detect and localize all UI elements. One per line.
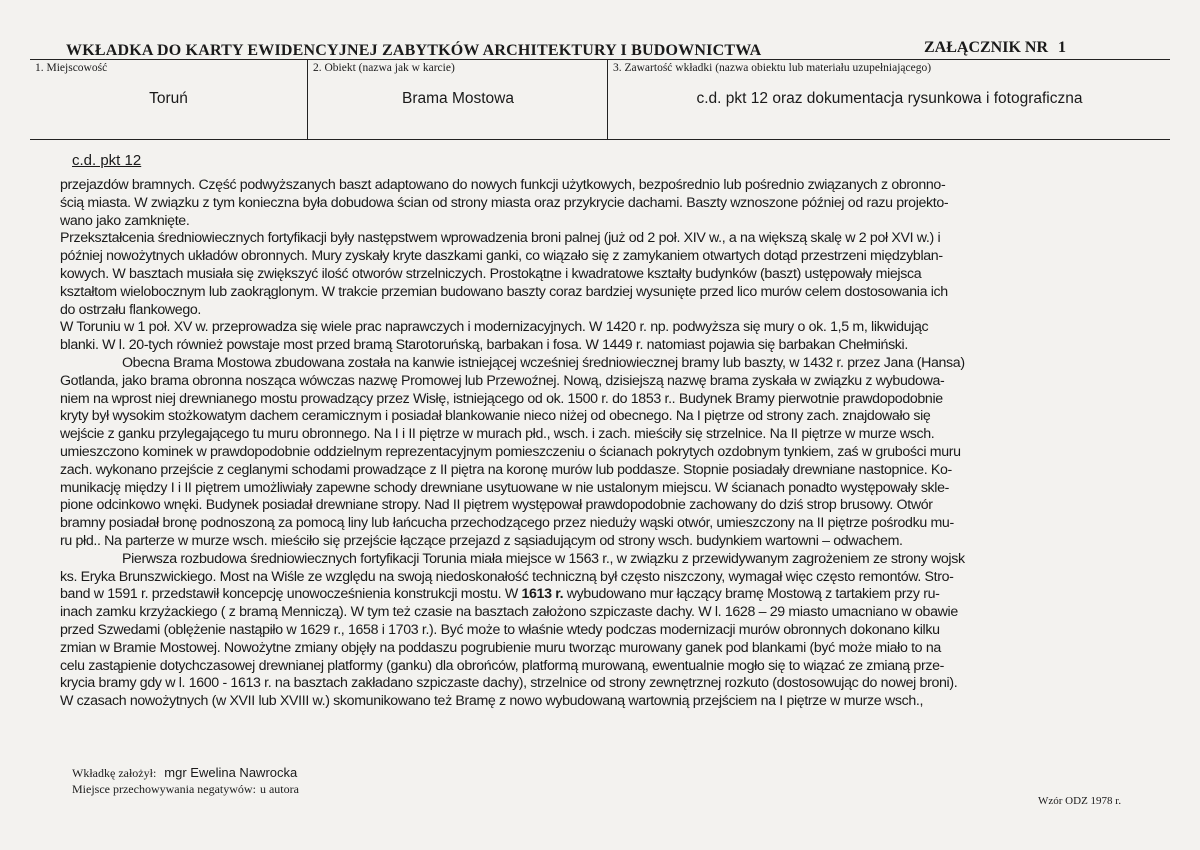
body-line: ru płd.. Na parterze w murze wsch. mieściło się przejście łączące przejazd z sąsiadującym od strony wsch. budynkiem wartowni – odwachem.	[60, 532, 903, 549]
body-line-with-bold	[60, 586, 1135, 604]
body-line: przed Szwedami (oblężenie nastąpiło w 1629 r., 1658 i 1703 r.). Być może to właśnie wtedy podczas modernizacji murów obronnych dokonano kilku	[60, 621, 940, 638]
contents-value: c.d. pkt 12 oraz dokumentacja rysunkowa i fotograficzna	[696, 90, 1083, 107]
body-line: bramny posiadał bronę podnoszoną za pomocą liny lub łańcucha przechodzącego przez nieduży wąski otwór, umieszczony na II piętrze pośrodku mu-	[60, 515, 954, 532]
body-line: krycia bramy gdy w l. 1600 - 1613 r. na basztach zakładano szpiczaste dachy), strzelnice od strony zewnętrznej rozkuto (dostosowując do nowej broni).	[60, 675, 958, 692]
body-line: blanki. W l. 20-tych również powstaje most przed bramą Starotoruńską, barbakan i fosa. W 1449 r. natomiast pojawia się barbakan Chełmiński.	[60, 337, 908, 354]
annex-number: 1	[1058, 39, 1067, 56]
body-line: przejazdów bramnych. Część podwyższanych baszt adaptowano do nowych funkcji użytkowych, bezpośrednio lub pośrednio związanych z obronno-	[60, 177, 946, 193]
storage-value: u autora	[259, 782, 299, 796]
body-line: W Toruniu w 1 poł. XV w. przeprowadza się wiele prac naprawczych i modernizacyjnych. W 1420 r. np. podwyższa się mury o ok. 1,5 m, likwidując	[60, 319, 929, 336]
body-line: Obecna Brama Mostowa zbudowana została na kanwie istniejącej wcześniej średniowiecznej bramy lub baszty, w 1432 r. przez Jana (Hansa)	[122, 354, 965, 371]
body-line: zach. wykonano przejście z ceglanymi schodami prowadzące z II piętra na koronę murów lub poddasze. Stopnie posiadały drewniane nastopnice. Ko-	[60, 461, 952, 478]
body-line: Pierwsza rozbudowa średniowiecznych fortyfikacji Torunia miała miejsce w 1563 r., w związku z przewidywanym zagrożeniem ze strony wojsk	[122, 550, 965, 567]
form-model: Wzór ODZ 1978 r.	[1038, 795, 1122, 807]
annex-label-group	[924, 39, 1066, 57]
author-value: mgr Ewelina Nawrocka	[164, 765, 298, 780]
body-line: pione odcinkowo wnęki. Budynek posiadał drewniane stropy. Nad II piętrem występował prawdopodobnie zachowany do dziś strop brusowy. Otwór	[60, 497, 933, 514]
body-line: później nowożytnych układów obronnych. Mury zyskały kryte daszkami ganki, co wiązało się z zamykaniem otwartych dotąd przestrzeni międzyblan-	[60, 248, 943, 265]
body-line: wano jako zamknięte.	[60, 212, 190, 229]
body-line: kształtom wielobocznym lub zaokrąglonym. W trakcie przemian budowano baszty coraz bardziej wysunięte przed lico murów celem dostosowania ich	[60, 283, 948, 300]
annex-label: ZAŁĄCZNIK NR	[924, 39, 1049, 56]
header-table	[30, 59, 1170, 140]
body-line: kryty był wysokim stożkowatym dachem ceramicznym i posiadał blankowanie nieco niżej od obecnego. Na I piętrze od strony zach. znajdowało się	[60, 408, 931, 425]
body-line: niem na wprost niej drewnianego mostu prowadzący przez Wisłę, istniejącego od ok. 1500 r. do 1853 r.. Budynek Bramy pierwotnie prawdopodobnie	[60, 390, 943, 407]
body-line: zmian w Bramie Mostowej. Nowożytne zmiany objęły na poddaszu pogrubienie muru tworząc murowany ganek pod blankami (być może miało to na	[60, 639, 941, 656]
body-line: umieszczono kominek w prawdopodobnie oddzielnym reprezentacyjnym pomieszczeniu o ścianach pokrytych ozdobnym tynkiem, zaś w grubości muru	[60, 443, 961, 460]
locality-label: 1. Miejscowość	[35, 62, 108, 74]
form-title: WKŁADKA DO KARTY EWIDENCYJNEJ ZABYTKÓW ARCHITEKTURY I BUDOWNICTWA	[66, 42, 762, 59]
body-line: ks. Eryka Brunszwickiego. Most na Wiśle ze względu na swoją niedoskonałość techniczną był często niszczony, wymagał więc często remontów. Stro-	[60, 568, 954, 585]
bold-year: 1613 r.	[521, 586, 564, 603]
locality-value: Toruń	[149, 90, 188, 107]
object-label: 2. Obiekt (nazwa jak w karcie)	[313, 62, 455, 74]
body-line: inach zamku krzyżackiego ( z bramą Menniczą). W tym też czasie na basztach założono szpiczaste dachy. W l. 1628 – 29 miasto umacniano w obawie	[60, 604, 958, 621]
body-line: Gotlanda, jako brama obronna nosząca wówczas nazwę Promowej lub Przewoźnej. Nową, dzisiejszą nazwę brama zyskała w związku z wybudowa-	[60, 372, 945, 389]
footer-storage	[72, 782, 299, 797]
locality-cell	[30, 60, 307, 139]
body-line: Przekształcenia średniowiecznych fortyfikacji były następstwem wprowadzenia broni palnej (już od 2 poł. XIV w., a na większą skalę w 2 poł XVI w.) i	[60, 230, 941, 247]
section-label: c.d. pkt 12	[72, 152, 142, 169]
body-line-part: wybudowano mur łączący bramę Mostową z tartakiem przy ru-	[563, 586, 940, 603]
body-line: kowych. W basztach musiała się zwiększyć ilość otworów strzelniczych. Prostokątne i kwadratowe kształty budynków (baszt) ustępowały miejsca	[60, 265, 922, 282]
body-line: wejście z ganku przylegającego tu muru obronnego. Na I i II piętrze w murach płd., wsch. i zach. mieściły się strzelnice. Na II piętrze w murze wsch.	[60, 426, 935, 443]
body-text	[60, 177, 1135, 711]
author-label: Wkładkę założył:	[72, 766, 157, 780]
footer-author	[72, 765, 297, 781]
contents-label: 3. Zawartość wkładki (nazwa obiektu lub materiału uzupełniającego)	[613, 62, 932, 74]
body-line: munikację między I i II piętrem umożliwiały zapewne schody drewniane usytuowane w nie ustalonym miejscu. W ścianach ponadto występowały skle-	[60, 479, 950, 496]
body-line: do ostrzału flankowego.	[60, 301, 202, 318]
object-cell	[307, 60, 608, 139]
body-line: celu zastąpienie dotychczasowej drewnianej platformy (ganku) dla obrońców, platformą murowaną, ewentualnie mogło się to wiązać ze zmianą prze-	[60, 657, 945, 674]
storage-label: Miejsce przechowywania negatywów:	[72, 782, 256, 796]
body-line: ścią miasta. W związku z tym konieczna była dobudowa ścian od strony miasta oraz przykrycie dachami. Baszty wznoszone później od razu projekto-	[60, 194, 949, 211]
body-line: W czasach nowożytnych (w XVII lub XVIII w.) skomunikowano też Bramę z nowo wybudowaną wartownią przejściem na I piętrze w murze wsch.,	[60, 693, 924, 710]
object-value: Brama Mostowa	[402, 90, 514, 107]
contents-cell	[607, 60, 1171, 139]
body-line-part: band w 1591 r. przedstawił koncepcję unowocześnienia konstrukcji mostu. W	[60, 586, 522, 603]
